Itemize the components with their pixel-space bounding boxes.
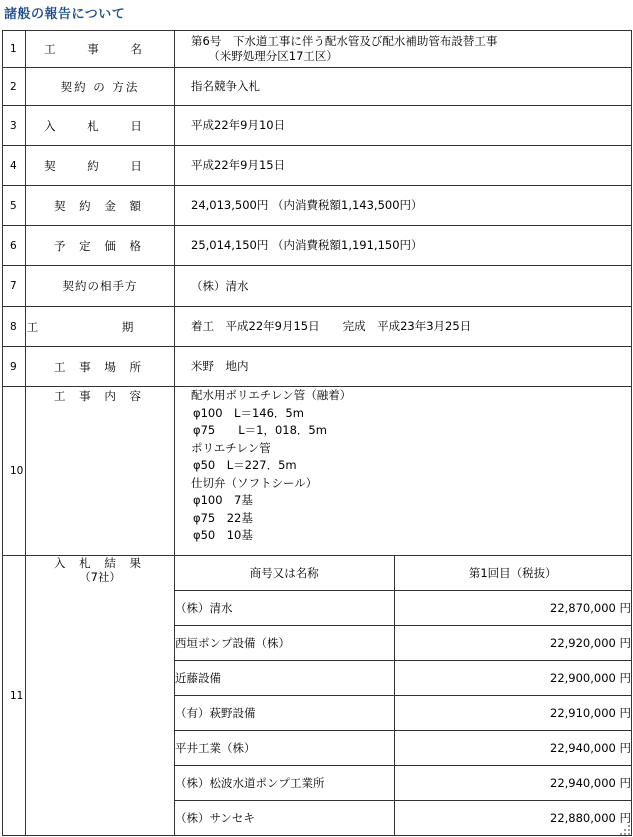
- bid-amount: 22,920,000 円: [394, 626, 631, 661]
- bid-amount: 22,870,000 円: [394, 591, 631, 626]
- header-company-name: 商号又は名称: [175, 556, 394, 591]
- row-label-contractor: 契約の相手方: [26, 266, 175, 307]
- construction-content-value: 配水用ポリエチレン管（融着） φ100 L＝146．5m φ75 L＝1，018．5m ポリエチレン管 φ50 L＝227．5m 仕切弁（ソフトシール） φ100 7基 φ75 22基 φ50 10基: [175, 387, 632, 556]
- bid-date-value: 平成22年9月10日: [175, 106, 632, 146]
- bidder-name: （株）清水: [175, 591, 394, 626]
- header-first-round: 第1回目（税抜）: [394, 556, 631, 591]
- bid-results-header: [175, 556, 631, 591]
- bid-row: [175, 591, 631, 626]
- bid-row: [175, 696, 631, 731]
- bid-row: [175, 626, 631, 661]
- row-label-contract-method: 契約 の 方法: [26, 68, 175, 106]
- row-number: 9: [3, 347, 26, 387]
- row-label-construction-name: 工 事 名: [26, 31, 175, 68]
- row-number: 11: [3, 556, 26, 836]
- bid-row: [175, 801, 631, 836]
- row-number: 5: [3, 186, 26, 226]
- contract-method-value: 指名競争入札: [175, 68, 632, 106]
- report-table: [2, 30, 632, 836]
- table-row: [3, 31, 632, 68]
- row-number: 2: [3, 68, 26, 106]
- row-number: 8: [3, 307, 26, 347]
- table-row: [3, 186, 632, 226]
- construction-period-value: 着工 平成22年9月15日 完成 平成23年3月25日: [175, 307, 632, 347]
- bidder-name: （株）サンセキ: [175, 801, 394, 836]
- row-label-construction-site: 工 事 場 所: [26, 347, 175, 387]
- row-number: 4: [3, 146, 26, 186]
- bid-amount: 22,940,000 円: [394, 731, 631, 766]
- bidder-name: 西垣ポンプ設備（株）: [175, 626, 394, 661]
- row-label-contract-date: 契 約 日: [26, 146, 175, 186]
- bidder-name: 近藤設備: [175, 661, 394, 696]
- bid-amount: 22,900,000 円: [394, 661, 631, 696]
- contractor-value: （株）清水: [175, 266, 632, 307]
- bid-row: [175, 731, 631, 766]
- row-number: 7: [3, 266, 26, 307]
- page-title: 諸般の報告について: [4, 7, 126, 22]
- construction-name-value: 第6号 下水道工事に伴う配水管及び配水補助管布設替工事 （米野処理分区17工区）: [175, 31, 632, 68]
- table-row: [3, 106, 632, 146]
- table-row: [3, 226, 632, 266]
- bid-amount: 22,880,000 円: [394, 801, 631, 836]
- bid-results-cell: [175, 556, 632, 836]
- row-number: 3: [3, 106, 26, 146]
- row-number: 1: [3, 31, 26, 68]
- table-row: [3, 68, 632, 106]
- table-row: [3, 556, 632, 836]
- contract-amount-value: 24,013,500円 （内消費税額1,143,500円）: [175, 186, 632, 226]
- bidder-name: （有）萩野設備: [175, 696, 394, 731]
- bid-amount: 22,940,000 円: [394, 766, 631, 801]
- row-label-bid-results: 入 札 結 果 （7社）: [26, 556, 175, 836]
- resize-grip-icon[interactable]: [620, 825, 630, 835]
- contract-date-value: 平成22年9月15日: [175, 146, 632, 186]
- bid-row: [175, 766, 631, 801]
- table-row: [3, 146, 632, 186]
- bid-results-table: [175, 556, 631, 835]
- row-label-construction-content: 工 事 内 容: [26, 387, 175, 556]
- table-row: [3, 266, 632, 307]
- table-row: [3, 347, 632, 387]
- row-label-planned-price: 予 定 価 格: [26, 226, 175, 266]
- bid-amount: 22,910,000 円: [394, 696, 631, 731]
- planned-price-value: 25,014,150円 （内消費税額1,191,150円）: [175, 226, 632, 266]
- construction-site-value: 米野 地内: [175, 347, 632, 387]
- row-number: 6: [3, 226, 26, 266]
- bidder-name: （株）松波水道ポンプ工業所: [175, 766, 394, 801]
- bid-row: [175, 661, 631, 696]
- table-row: [3, 307, 632, 347]
- row-number: 10: [3, 387, 26, 556]
- table-row: [3, 387, 632, 556]
- row-label-bid-date: 入 札 日: [26, 106, 175, 146]
- row-label-contract-amount: 契 約 金 額: [26, 186, 175, 226]
- bidder-name: 平井工業（株）: [175, 731, 394, 766]
- row-label-construction-period: 工 期: [26, 307, 175, 347]
